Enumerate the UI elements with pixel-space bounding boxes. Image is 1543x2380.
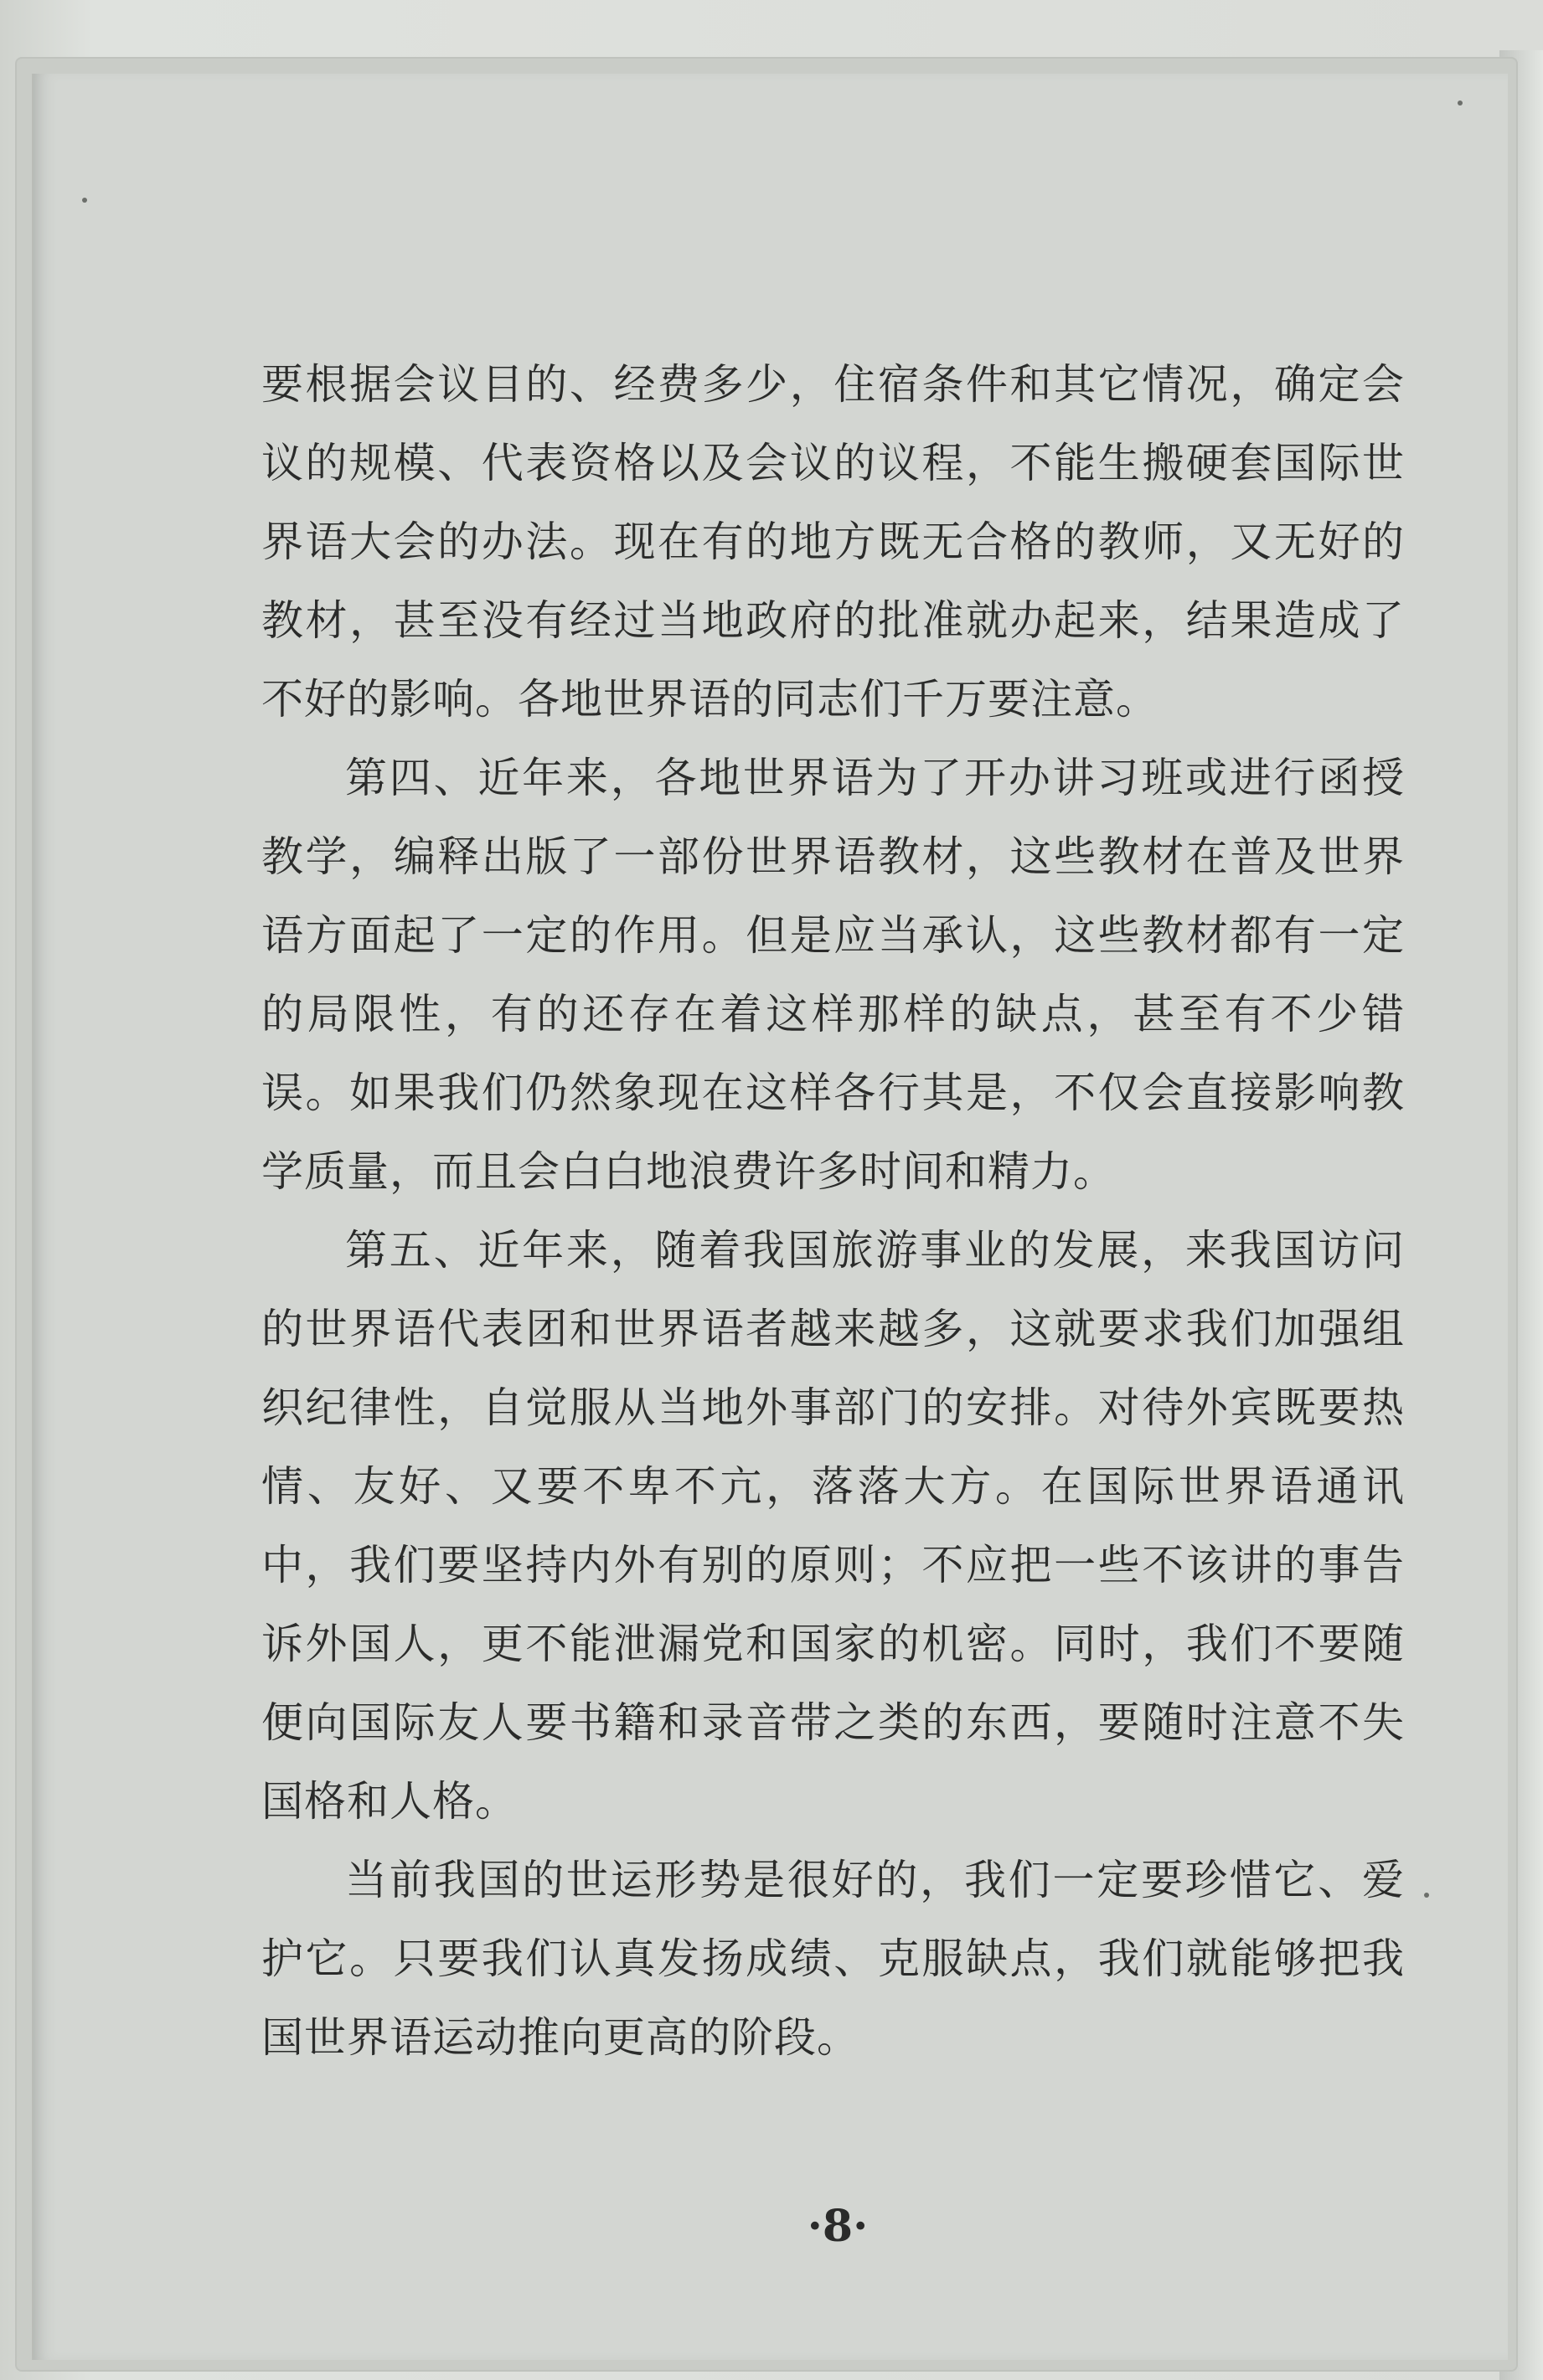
body-text [261,345,1405,2077]
page-number: ·8· [807,2201,869,2252]
paragraph-2: 第四、近年来，各地世界语为了开办讲习班或进行函授教学，编释出版了一部份世界语教材，这些教材在普及世界语方面起了一定的作用。但是应当承认，这些教材都有一定的局限性，有的还存在着这样那样的缺点，甚至有不少错误。如果我们仍然象现在这样各行其是，不仅会直接影响教学质量，而且会白白地浪费许多时间和精力。 [261,754,1405,1196]
paragraph-4: 当前我国的世运形势是很好的，我们一定要珍惜它、爱护它。只要我们认真发扬成绩、克服缺点，我们就能够把我国世界语运动推向更高的阶段。 [261,1856,1405,2062]
paragraph-3: 第五、近年来，随着我国旅游事业的发展，来我国访问的世界语代表团和世界语者越来越多，这就要求我们加强组织纪律性，自觉服从当地外事部门的安排。对待外宾既要热情、友好、又要不卑不亢，落落大方。在国际世界语通讯中，我们要坚持内外有别的原则；不应把一些不该讲的事告诉外国人，更不能泄漏党和国家的机密。同时，我们不要随便向国际友人要书籍和录音带之类的东西，要随时注意不失国格和人格。 [261,1226,1405,1826]
paragraph-1: 要根据会议目的、经费多少，住宿条件和其它情况，确定会议的规模、代表资格以及会议的议程，不能生搬硬套国际世界语大会的办法。现在有的地方既无合格的教师，又无好的教材，甚至没有经过当地政府的批准就办起来，结果造成了不好的影响。各地世界语的同志们千万要注意。 [261,360,1405,724]
scan-speck [1424,1893,1429,1898]
scan-speck [1458,100,1463,106]
scan-speck [82,198,87,203]
